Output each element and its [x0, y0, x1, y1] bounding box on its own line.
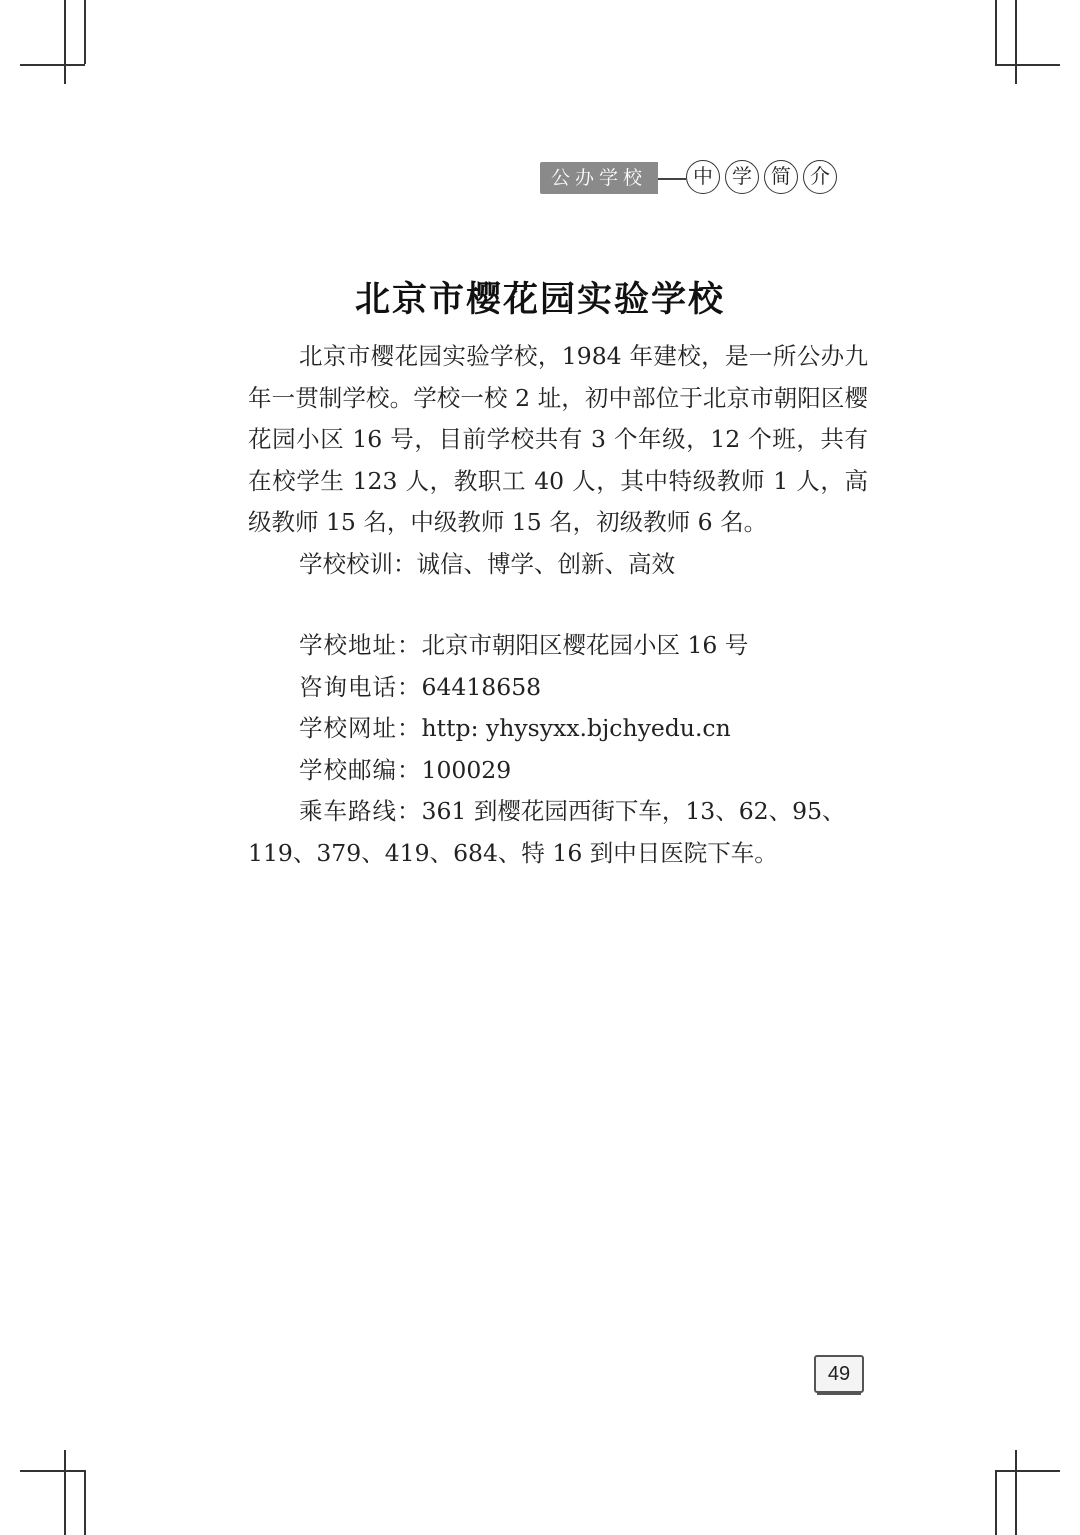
crop-mark-bottom-left-v	[64, 1450, 66, 1535]
motto-paragraph: 学校校训：诚信、博学、创新、高效	[299, 549, 675, 578]
postcode-value: 100029	[421, 755, 512, 784]
chapter-char: 简	[764, 160, 798, 194]
phone-value: 64418658	[421, 672, 542, 701]
bus-label: 乘车路线：	[299, 797, 422, 825]
crop-mark-bottom-right-v2	[1015, 1450, 1017, 1535]
bus-value-2: 119、379、419、684、特 16 到中日医院下车。	[248, 838, 778, 867]
page-number-value: 49	[814, 1355, 864, 1393]
phone-label: 咨询电话：	[299, 672, 422, 701]
article-body	[248, 336, 868, 874]
website-value: http: yhysyxx.bjchyedu.cn	[421, 714, 731, 742]
book-base-icon	[817, 1391, 861, 1395]
address-line	[248, 625, 868, 667]
running-header	[540, 160, 870, 196]
crop-mark-bottom-left-v2	[84, 1470, 86, 1535]
intro-paragraph: 北京市樱花园实验学校，1984 年建校，是一所公办九年一贯制学校。学校一校 2 址，初中部位于北京市朝阳区樱花园小区 16 号，目前学校共有 3 个年级，12 个班，共有在校学生 123 人，教职工 40 人，其中特级教师 1 人，高级教师 15 名，中级教师 15 名，初级教师 6 名。	[248, 342, 868, 536]
bus-line-continued	[248, 833, 868, 875]
address-value: 北京市朝阳区樱花园小区 16 号	[421, 631, 749, 659]
crop-mark-top-right-v2	[1015, 0, 1017, 84]
crop-mark-top-left-h	[20, 64, 85, 66]
section-tag: 公办学校	[540, 162, 658, 194]
chapter-char: 介	[803, 160, 837, 194]
chapter-char: 中	[686, 160, 720, 194]
spacer	[248, 585, 868, 625]
crop-mark-top-right-h	[995, 64, 1060, 66]
website-line	[248, 708, 868, 750]
address-label: 学校地址：	[299, 631, 422, 659]
crop-mark-top-right-v	[995, 0, 997, 64]
header-connector-line	[658, 178, 686, 180]
postcode-label: 学校邮编：	[299, 755, 422, 784]
crop-mark-bottom-right-v	[995, 1470, 997, 1535]
website-label: 学校网址：	[299, 714, 422, 742]
phone-line	[248, 667, 868, 709]
postcode-line	[248, 750, 868, 792]
crop-mark-top-left-v2	[84, 0, 86, 64]
bus-value-1: 361 到樱花园西街下车，13、62、95、	[421, 797, 846, 825]
crop-mark-bottom-left-h	[20, 1470, 85, 1472]
crop-mark-top-left-v	[64, 0, 66, 84]
bus-line	[248, 791, 868, 833]
page-number	[814, 1355, 864, 1397]
chapter-title	[686, 160, 837, 194]
crop-mark-bottom-right-h	[995, 1470, 1060, 1472]
page-title: 北京市樱花园实验学校	[354, 280, 725, 320]
chapter-char: 学	[725, 160, 759, 194]
